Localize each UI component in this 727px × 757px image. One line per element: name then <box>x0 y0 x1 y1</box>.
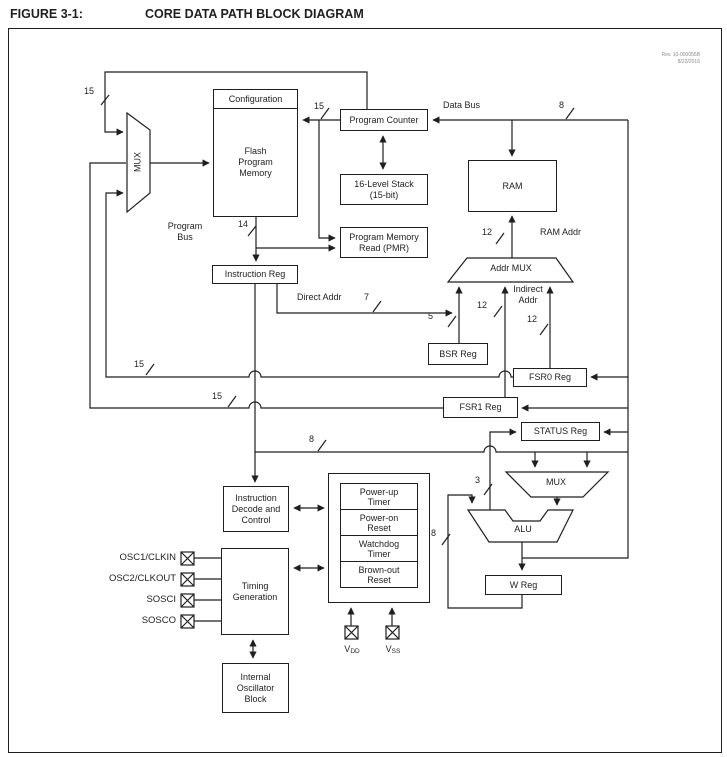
label-line: FSR0 Reg <box>528 372 572 382</box>
block-configuration <box>213 89 298 109</box>
bus-width-ram-addr: 12 <box>482 227 493 237</box>
wire-label-ram-addr: RAM Addr <box>540 227 582 237</box>
label-line: Program Memory <box>349 231 419 242</box>
pin-label-vss: VSS <box>385 644 401 655</box>
bus-width-direct: 7 <box>364 292 370 302</box>
label-line: Timer <box>367 496 391 507</box>
revision-date: 8/23/2016 <box>677 59 700 65</box>
revision-number: Rev. 10-000055B <box>661 52 700 58</box>
label-line: Generation <box>232 591 278 602</box>
pin-label-sosci: SOSCI <box>146 594 176 605</box>
label-line: Timer <box>367 548 391 559</box>
label-line: Instruction Reg <box>224 269 286 279</box>
label-line: Configuration <box>228 93 283 104</box>
timer-cell <box>340 535 418 562</box>
block-status-reg <box>521 422 600 441</box>
block-bsr-reg <box>428 343 488 365</box>
label-line: Instruction <box>235 492 277 503</box>
label-line: Watchdog <box>358 538 400 549</box>
label-line: STATUS Reg <box>533 426 588 436</box>
label-line: BSR Reg <box>439 348 477 359</box>
label-line: Timing <box>241 580 269 591</box>
label-line: Read (PMR) <box>358 242 409 253</box>
block-instruction-reg <box>212 265 298 284</box>
block-program-memory-read <box>340 227 428 258</box>
wire-label-data-bus: Data Bus <box>443 100 481 110</box>
timer-cell <box>340 483 418 510</box>
block-timer-group <box>328 473 430 603</box>
label-line: Program <box>238 157 273 167</box>
pin-label-sosco: SOSCO <box>141 615 176 626</box>
label-line: (15-bit) <box>369 189 399 200</box>
label-line: Oscillator <box>236 682 275 693</box>
label-line: Reset <box>367 574 391 585</box>
bus-width-data-bus: 8 <box>559 100 565 110</box>
pin-label-osc2-clkout: OSC2/CLKOUT <box>108 573 176 584</box>
label-line: Decode and <box>231 503 281 514</box>
label-line: Block <box>244 693 267 704</box>
label-line: RAM <box>502 180 523 191</box>
label-line: Flash <box>244 146 267 156</box>
label-line: Internal <box>240 671 271 682</box>
pin-label-vdd: VDD <box>344 644 360 655</box>
label-line: Power-up <box>359 486 399 497</box>
bus-width-fsr1-to-mux: 15 <box>212 391 223 401</box>
block-ram <box>468 160 557 212</box>
block-16-level-stack <box>340 174 428 205</box>
label-line: Memory <box>239 168 272 178</box>
block-internal-oscillator <box>222 663 289 713</box>
label-line: Control <box>241 514 271 525</box>
bus-width-pc-to-mux: 15 <box>84 86 95 96</box>
timer-cell <box>340 509 418 536</box>
block-program-counter <box>340 109 428 131</box>
label-line: Program Counter <box>349 114 419 125</box>
bus-width-status-flags: 3 <box>475 475 481 485</box>
label-line: Brown-out <box>358 564 400 575</box>
wire-label-direct-addr: Direct Addr <box>297 292 342 302</box>
bus-width-fsr0-to-mux: 15 <box>134 359 145 369</box>
pin-label-osc1-clkin: OSC1/CLKIN <box>119 552 176 563</box>
block-flash-program-memory <box>213 108 298 217</box>
bus-width-flash-out: 14 <box>238 219 249 229</box>
addr-mux-label: Addr MUX <box>490 263 532 273</box>
bus-width-indirect: 12 <box>477 300 488 310</box>
label-line: FSR1 Reg <box>459 402 502 412</box>
block-fsr0-reg <box>513 368 587 387</box>
block-instruction-decode-control <box>223 486 289 532</box>
mux-left-label: MUX <box>132 152 143 172</box>
figure-label: FIGURE 3-1: <box>10 7 83 21</box>
label-line: W Reg <box>509 579 538 590</box>
label-line: Reset <box>367 522 391 533</box>
block-w-reg <box>485 575 562 595</box>
alu-label: ALU <box>514 524 532 534</box>
label-line: 16-Level Stack <box>354 178 414 189</box>
bus-width-pc-to-flash: 15 <box>314 101 325 111</box>
timer-cell <box>340 561 418 588</box>
block-timing-generation <box>221 548 289 635</box>
block-fsr1-reg <box>443 397 518 418</box>
bus-width-bsr: 5 <box>428 311 434 321</box>
label-line: Power-on <box>359 512 399 523</box>
bus-width-literal: 8 <box>309 434 315 444</box>
wire-label-indirect-addr: Indirect Addr <box>513 284 543 305</box>
wire-label-program-bus: Program Bus <box>167 221 203 242</box>
bus-width-fsr0-addr: 12 <box>527 314 538 324</box>
bus-width-w-feedback: 8 <box>431 528 437 538</box>
figure-title: CORE DATA PATH BLOCK DIAGRAM <box>145 7 364 21</box>
alu-mux-label: MUX <box>546 477 566 487</box>
